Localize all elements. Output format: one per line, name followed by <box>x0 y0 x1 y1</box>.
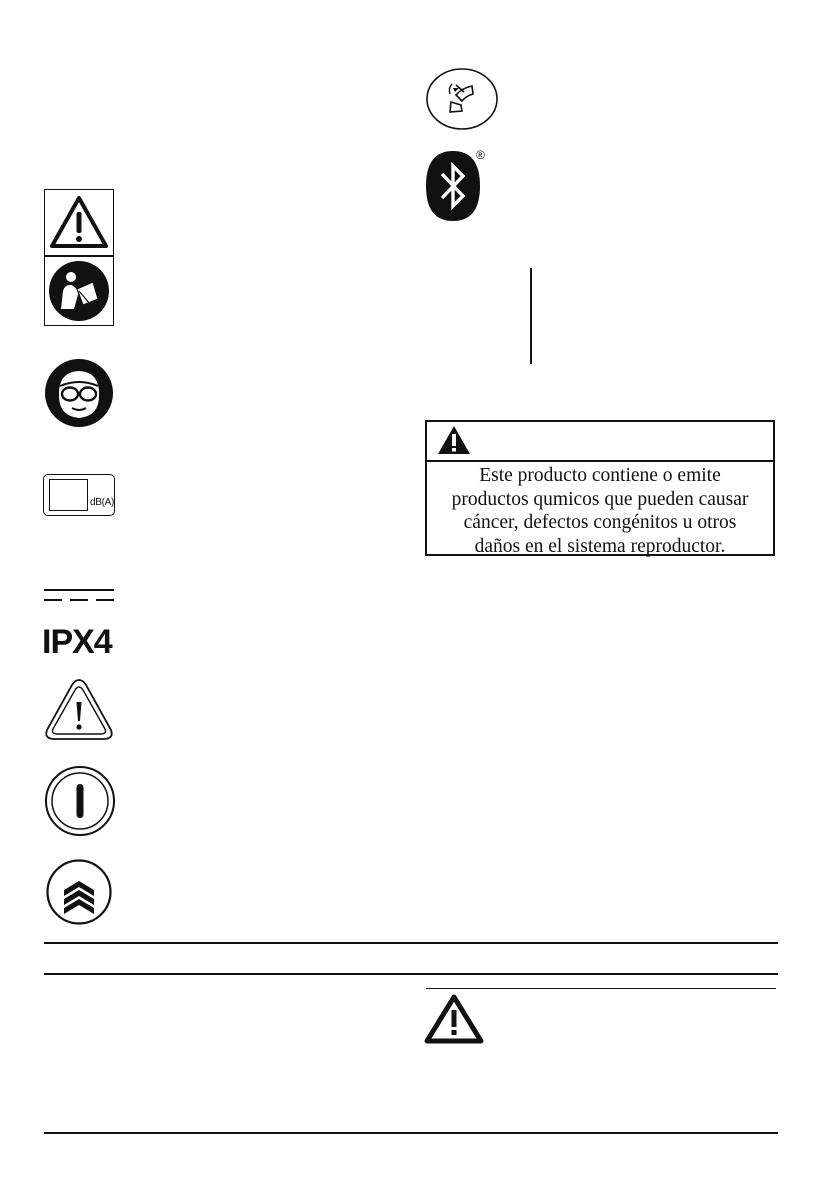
prop65-warning-header <box>427 422 773 462</box>
prop65-warning-box <box>425 420 775 556</box>
direct-current-icon <box>44 588 114 602</box>
prop65-line-2: productos qumicos que pueden causar <box>451 488 749 510</box>
caution-rounded-triangle-icon <box>44 677 114 743</box>
vertical-divider <box>530 268 532 364</box>
prop65-warning-text <box>427 462 773 558</box>
ipx4-label: IPX4 <box>42 623 112 661</box>
warning-triangle-icon <box>437 425 471 455</box>
bluetooth-icon <box>424 150 482 222</box>
warning-rule <box>426 988 776 989</box>
boost-chevrons-icon <box>46 859 112 925</box>
read-manual-icon <box>44 256 114 326</box>
cutting-attachment-icon <box>426 68 498 130</box>
prop65-line-1: Este producto contiene o emite <box>479 465 721 486</box>
sound-level-unit: dB(A) <box>90 497 115 508</box>
warning-triangle-icon <box>424 994 484 1044</box>
prop65-line-3: cáncer, defectos congénitos u otros <box>463 512 737 533</box>
section-rule-second <box>44 973 778 975</box>
power-button-icon <box>44 765 116 837</box>
section-rule-bottom <box>44 1132 778 1134</box>
prop65-line-4: daños en el sistema reproductor. <box>474 535 726 557</box>
eye-protection-icon <box>44 358 114 428</box>
sound-level-icon <box>43 474 115 516</box>
warning-triangle-icon <box>44 189 114 256</box>
registered-mark: ® <box>476 148 485 162</box>
section-rule-top <box>44 942 778 944</box>
